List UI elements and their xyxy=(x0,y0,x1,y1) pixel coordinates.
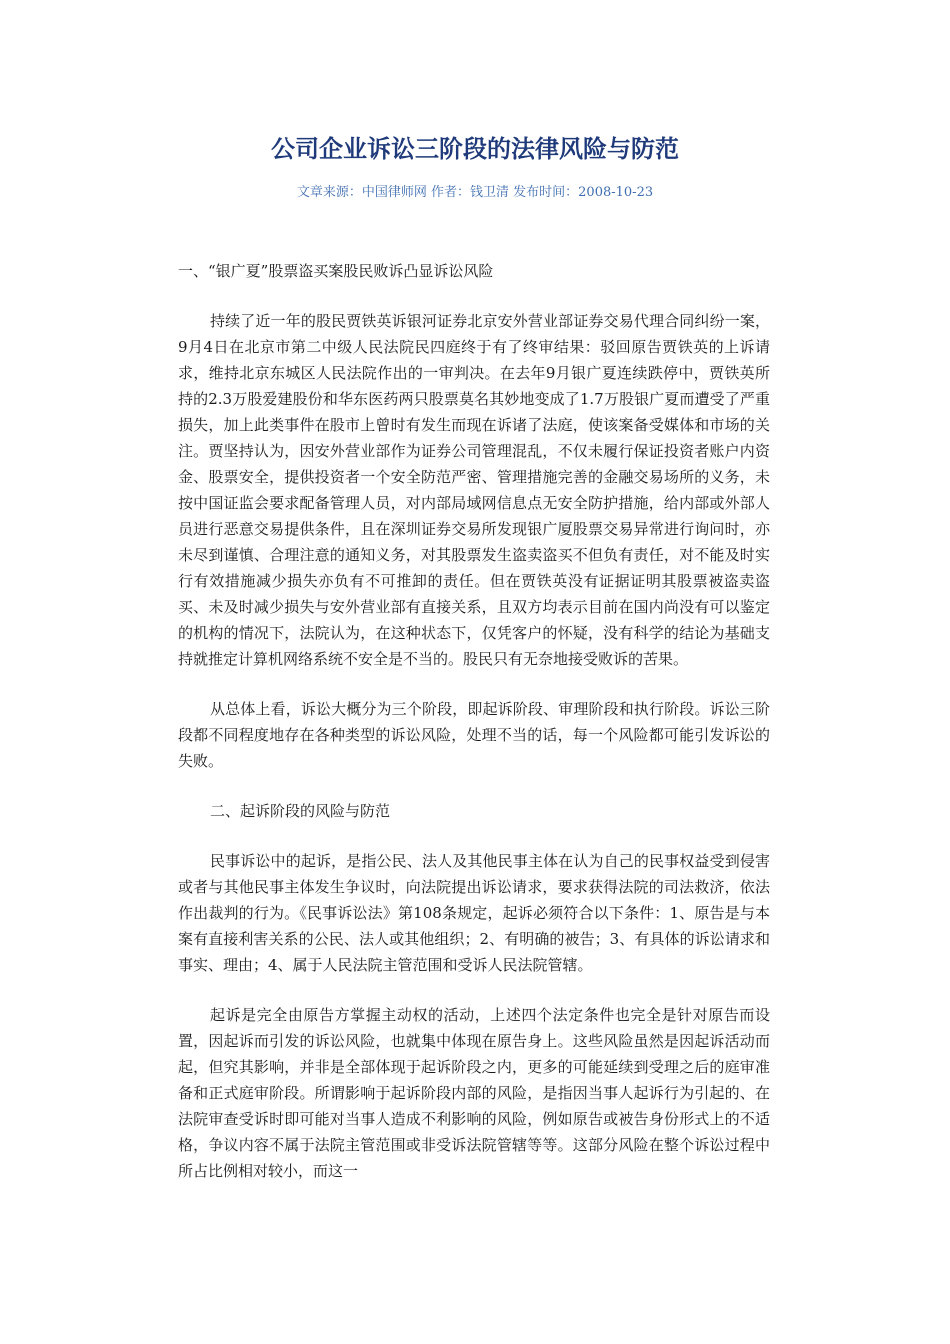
article-body xyxy=(178,258,770,1208)
paragraph-filing-risks: 起诉是完全由原告方掌握主动权的活动，上述四个法定条件也完全是针对原告而设置，因起诉而引发的诉讼风险，也就集中体现在原告身上。这些风险虽然是因起诉活动而起，但究其影响，并非是全部体现于起诉阶段之内，更多的可能延续到受理之后的庭审准备和正式庭审阶段。所谓影响于起诉阶段内部的风险，是指因当事人起诉行为引起的、在法院审查受诉时即可能对当事人造成不利影响的风险，例如原告或被告身份形式上的不适格，争议内容不属于法院主管范围或非受诉法院管辖等等。这部分风险在整个诉讼过程中所占比例相对较小，而这一 xyxy=(178,1006,770,1180)
document-title: 公司企业诉讼三阶段的法律风险与防范 xyxy=(271,134,679,163)
paragraph-overview: 从总体上看，诉讼大概分为三个阶段，即起诉阶段、审理阶段和执行阶段。诉讼三阶段都不同程度地存在各种类型的诉讼风险，处理不当的话，每一个风险都可能引发诉讼的失败。 xyxy=(178,700,770,770)
section-heading-2: 二、起诉阶段的风险与防范 xyxy=(210,802,391,820)
paragraph-filing-definition: 民事诉讼中的起诉，是指公民、法人及其他民事主体在认为自己的民事权益受到侵害或者与其他民事主体发生争议时，向法院提出诉讼请求，要求获得法院的司法救济，依法作出裁判的行为。《民事诉讼法》第108条规定，起诉必须符合以下条件：1、原告是与本案有直接利害关系的公民、法人或其他组织；2、有明确的被告；3、有具体的诉讼请求和事实、理由；4、属于人民法院主管范围和受诉人民法院管辖。 xyxy=(178,852,770,974)
section-heading-1: 一、“银广夏”股票盗买案股民败诉凸显诉讼风险 xyxy=(178,262,494,280)
article-meta: 文章来源：中国律师网 作者：钱卫清 发布时间：2008-10-23 xyxy=(296,185,654,200)
paragraph-case-summary: 持续了近一年的股民贾铁英诉银河证券北京安外营业部证券交易代理合同纠纷一案，9月4日在北京市第二中级人民法院民四庭终于有了终审结果：驳回原告贾铁英的上诉请求，维持北京东城区人民法院作出的一审判决。在去年9月银广夏连续跌停中，贾铁英所持的2.3万股爱建股份和华东医药两只股票莫名其妙地变成了1.7万股银广夏而遭受了严重损失，加上此类事件在股市上曾时有发生而现在诉诸了法庭，使该案备受媒体和市场的关注。贾坚持认为，因安外营业部作为证券公司管理混乱，不仅未履行保证投资者账户内资金、股票安全，提供投资者一个安全防范严密、管理措施完善的金融交易场所的义务，未按中国证监会要求配备管理人员，对内部局域网信息点无安全防护措施，给内部或外部人员进行恶意交易提供条件，且在深圳证券交易所发现银广厦股票交易异常进行询问时，亦未尽到谨慎、合理注意的通知义务，对其股票发生盗卖盗买不但负有责任，对不能及时实行有效措施减少损失亦负有不可推卸的责任。但在贾铁英没有证据证明其股票被盗卖盗买、未及时减少损失与安外营业部有直接关系，且双方均表示目前在国内尚没有可以鉴定的机构的情况下，法院认为，在这种状态下，仅凭客户的怀疑，没有科学的结论为基础支持就推定计算机网络系统不安全是不当的。股民只有无奈地接受败诉的苦果。 xyxy=(178,312,770,668)
